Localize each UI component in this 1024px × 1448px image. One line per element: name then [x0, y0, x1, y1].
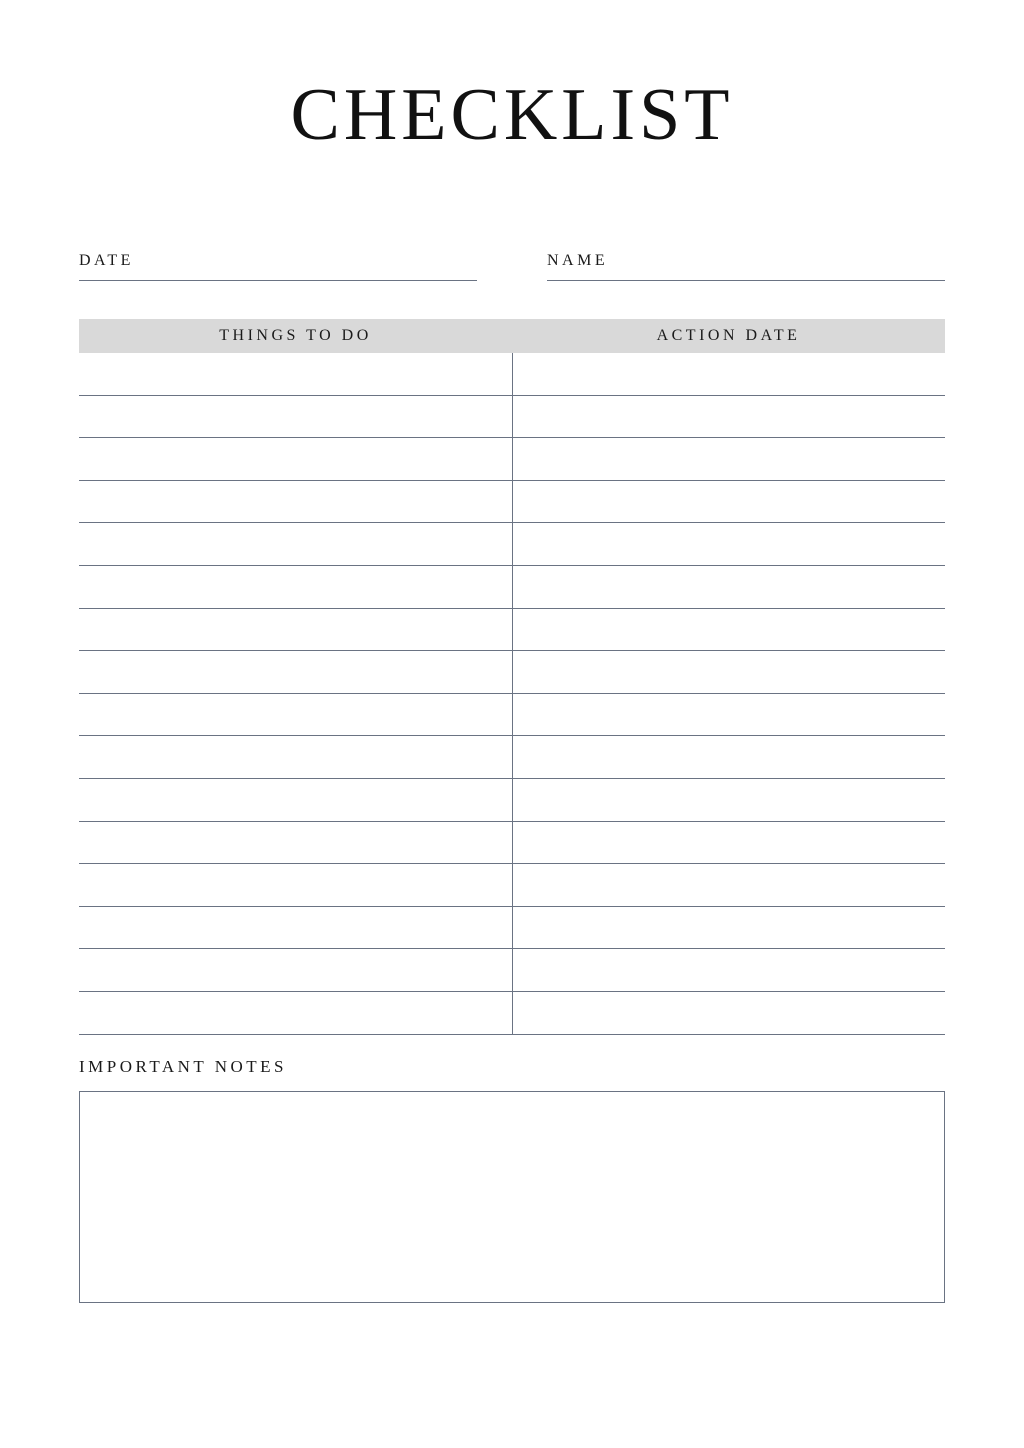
task-cell[interactable] [79, 481, 512, 524]
task-cell[interactable] [79, 566, 512, 609]
action-date-cell[interactable] [512, 438, 945, 481]
page-title: CHECKLIST [290, 74, 734, 156]
action-date-cell[interactable] [512, 609, 945, 652]
column-header-action-date: ACTION DATE [656, 327, 801, 344]
notes-label: IMPORTANT NOTES [79, 1056, 288, 1076]
action-date-cell[interactable] [512, 566, 945, 609]
name-label: NAME [547, 252, 609, 269]
task-cell[interactable] [79, 694, 512, 737]
task-cell[interactable] [79, 822, 512, 865]
task-cell[interactable] [79, 396, 512, 439]
action-date-cell[interactable] [512, 779, 945, 822]
action-date-cell[interactable] [512, 523, 945, 566]
table-body [79, 353, 945, 1035]
action-date-cell[interactable] [512, 907, 945, 950]
name-field[interactable] [547, 252, 945, 281]
action-date-cell[interactable] [512, 396, 945, 439]
action-date-cell[interactable] [512, 822, 945, 865]
task-cell[interactable] [79, 864, 512, 907]
date-label: DATE [79, 252, 134, 269]
action-date-cell[interactable] [512, 694, 945, 737]
column-divider [512, 353, 513, 1035]
name-input-line[interactable] [547, 279, 945, 281]
task-cell[interactable] [79, 523, 512, 566]
action-date-cell[interactable] [512, 481, 945, 524]
task-cell[interactable] [79, 907, 512, 950]
task-cell[interactable] [79, 609, 512, 652]
task-cell[interactable] [79, 779, 512, 822]
task-cell[interactable] [79, 992, 512, 1035]
action-date-cell[interactable] [512, 353, 945, 396]
column-header-things-to-do: THINGS TO DO [219, 327, 372, 344]
meta-row [79, 252, 945, 281]
table-header-row [79, 319, 945, 353]
action-date-cell[interactable] [512, 651, 945, 694]
action-date-cell[interactable] [512, 736, 945, 779]
task-cell[interactable] [79, 949, 512, 992]
notes-box[interactable] [79, 1091, 945, 1303]
action-date-cell[interactable] [512, 864, 945, 907]
task-cell[interactable] [79, 438, 512, 481]
date-field[interactable] [79, 252, 477, 281]
task-cell[interactable] [79, 353, 512, 396]
action-date-cell[interactable] [512, 992, 945, 1035]
action-date-cell[interactable] [512, 949, 945, 992]
task-cell[interactable] [79, 651, 512, 694]
task-cell[interactable] [79, 736, 512, 779]
date-input-line[interactable] [79, 279, 477, 281]
checklist-table [79, 319, 945, 1035]
